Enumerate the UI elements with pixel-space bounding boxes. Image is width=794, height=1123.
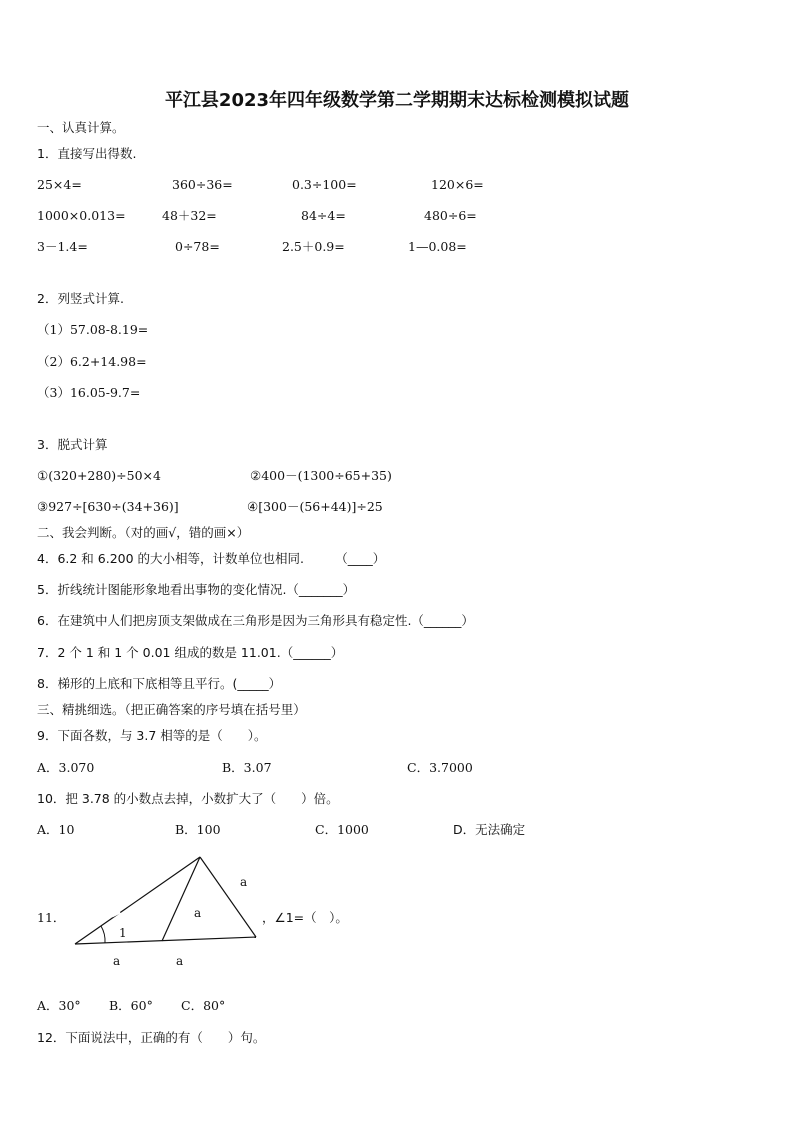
q10-option-b: B．100: [175, 822, 221, 837]
q10-option-d: D．无法确定: [453, 822, 526, 837]
q1-r1-c3: 0.3÷100=: [292, 177, 357, 192]
judge-q7: 7．2 个 1 和 1 个 0.01 组成的数是 11.01.（______）: [37, 645, 344, 660]
q1-r3-c3: 2.5＋0.9=: [282, 239, 345, 254]
q1-r2-c1: 1000×0.013=: [37, 208, 126, 223]
triangle-left-side: [75, 857, 200, 944]
q1-heading: 1．直接写出得数.: [37, 146, 137, 161]
q3-item-4: ④[300－(56+44)]÷25: [247, 499, 383, 514]
section-3-heading: 三、精挑细选。（把正确答案的序号填在括号里）: [37, 702, 306, 717]
q11-option-c: C．80°: [181, 998, 226, 1013]
q11-option-b: B．60°: [109, 998, 153, 1013]
q3-item-3: ③927÷[630÷(34+36)]: [37, 499, 179, 514]
q10-option-a: A．10: [37, 822, 75, 837]
q9-option-c: C．3.7000: [407, 760, 473, 775]
q3-item-2: ②400－(1300÷65+35): [250, 468, 392, 483]
q2-item-2: （2）6.2+14.98=: [37, 354, 147, 369]
q9-option-b: B．3.07: [222, 760, 272, 775]
q2-item-3: （3）16.05-9.7=: [37, 385, 141, 400]
q1-r2-c3: 84÷4=: [301, 208, 346, 223]
angle-1-arc: [101, 926, 105, 943]
angle-1-label: 1: [119, 926, 127, 940]
q1-r3-c2: 0÷78=: [175, 239, 220, 254]
q11-question-suffix: ，∠1=（ ）。: [262, 910, 348, 925]
q9-option-a: A．3.070: [37, 760, 95, 775]
q2-item-1: （1）57.08-8.19=: [37, 322, 149, 337]
q11-number: 11．: [37, 910, 66, 925]
q11-triangle-figure: [60, 850, 270, 975]
left-side-gap: [112, 912, 120, 916]
q1-r1-c1: 25×4=: [37, 177, 82, 192]
q11-option-a: A．30°: [37, 998, 81, 1013]
q10-option-c: C．1000: [315, 822, 369, 837]
q3-item-1: ①(320+280)÷50×4: [37, 468, 161, 483]
q1-r1-c4: 120×6=: [431, 177, 484, 192]
q2-heading: 2．列竖式计算.: [37, 291, 124, 306]
exam-title: 平江县2023年四年级数学第二学期期末达标检测模拟试题: [164, 90, 630, 111]
section-2-heading: 二、我会判断。（对的画√，错的画×）: [37, 525, 250, 540]
q1-r1-c2: 360÷36=: [172, 177, 233, 192]
q3-heading: 3．脱式计算: [37, 437, 108, 452]
middle-label: a: [194, 906, 202, 920]
judge-q5: 5．折线统计图能形象地看出事物的变化情况.（_______）: [37, 582, 356, 597]
bottom-left-label: a: [113, 954, 121, 968]
section-1-heading: 一、认真计算。: [37, 120, 125, 135]
q1-r2-c4: 480÷6=: [424, 208, 477, 223]
triangle-right-side: [200, 857, 256, 937]
q10-text: 10．把 3.78 的小数点去掉，小数扩大了（ ）倍。: [37, 791, 339, 806]
side-right-label: a: [240, 875, 248, 889]
judge-q4: 4．6.2 和 6.200 的大小相等，计数单位也相同. （____）: [37, 551, 386, 566]
q1-r3-c1: 3－1.4=: [37, 239, 88, 254]
q1-r2-c2: 48＋32=: [162, 208, 217, 223]
q9-text: 9．下面各数，与 3.7 相等的是（ ）。: [37, 728, 267, 743]
judge-q6: 6．在建筑中人们把房顶支架做成在三角形是因为三角形具有稳定性.（______）: [37, 613, 474, 628]
q1-r3-c4: 1—0.08=: [408, 239, 467, 254]
judge-q8: 8．梯形的上底和下底相等且平行。(_____）: [37, 676, 282, 691]
bottom-right-label: a: [176, 954, 184, 968]
q12-text: 12．下面说法中，正确的有（ ）句。: [37, 1030, 266, 1045]
triangle-base: [75, 937, 256, 944]
